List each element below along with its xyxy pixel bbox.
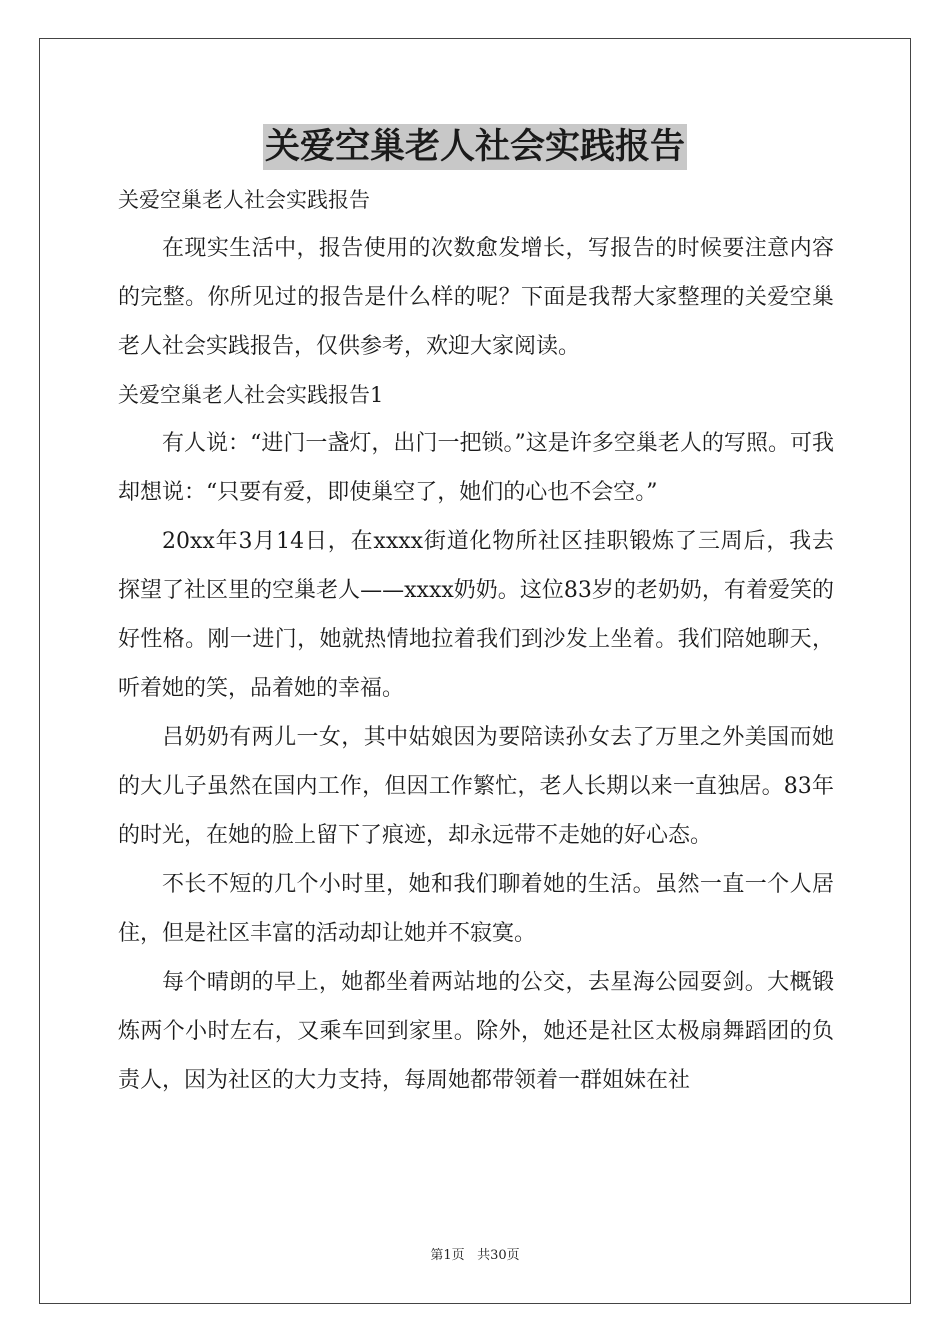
page-total: 共30页 — [477, 1248, 520, 1263]
page-footer — [0, 1244, 950, 1263]
paragraph: 在现实生活中，报告使用的次数愈发增长，写报告的时候要注意内容的完整。你所见过的报告是什么样的呢？下面是我帮大家整理的关爱空巢老人社会实践报告，仅供参考，欢迎大家阅读。 — [118, 236, 834, 359]
title-container — [0, 124, 950, 170]
document-body — [118, 176, 834, 1105]
paragraph: 不长不短的几个小时里，她和我们聊着她的生活。虽然一直一个人居住，但是社区丰富的活动却让她并不寂寞。 — [118, 872, 834, 946]
subtitle: 关爱空巢老人社会实践报告 — [118, 188, 370, 212]
document-title: 关爱空巢老人社会实践报告 — [263, 124, 687, 170]
paragraph: 有人说：“进门一盏灯，出门一把锁。”这是许多空巢老人的写照。可我却想说：“只要有爱，即使巢空了，她们的心也不会空。” — [118, 431, 834, 505]
page-number: 第1页 — [430, 1248, 465, 1263]
paragraph: 吕奶奶有两儿一女，其中姑娘因为要陪读孙女去了万里之外美国而她的大儿子虽然在国内工作，但因工作繁忙，老人长期以来一直独居。83年的时光，在她的脸上留下了痕迹，却永远带不走她的好心态。 — [118, 725, 834, 848]
paragraph: 每个晴朗的早上，她都坐着两站地的公交，去星海公园耍剑。大概锻炼两个小时左右，又乘车回到家里。除外，她还是社区太极扇舞蹈团的负责人，因为社区的大力支持，每周她都带领着一群姐妹在社 — [118, 970, 834, 1093]
paragraph: 20xx年3月14日，在xxxx街道化物所社区挂职锻炼了三周后，我去探望了社区里的空巢老人——xxxx奶奶。这位83岁的老奶奶，有着爱笑的好性格。刚一进门，她就热情地拉着我们到沙发上坐着。我们陪她聊天，听着她的笑，品着她的幸福。 — [118, 529, 834, 701]
section-heading: 关爱空巢老人社会实践报告1 — [118, 383, 384, 407]
